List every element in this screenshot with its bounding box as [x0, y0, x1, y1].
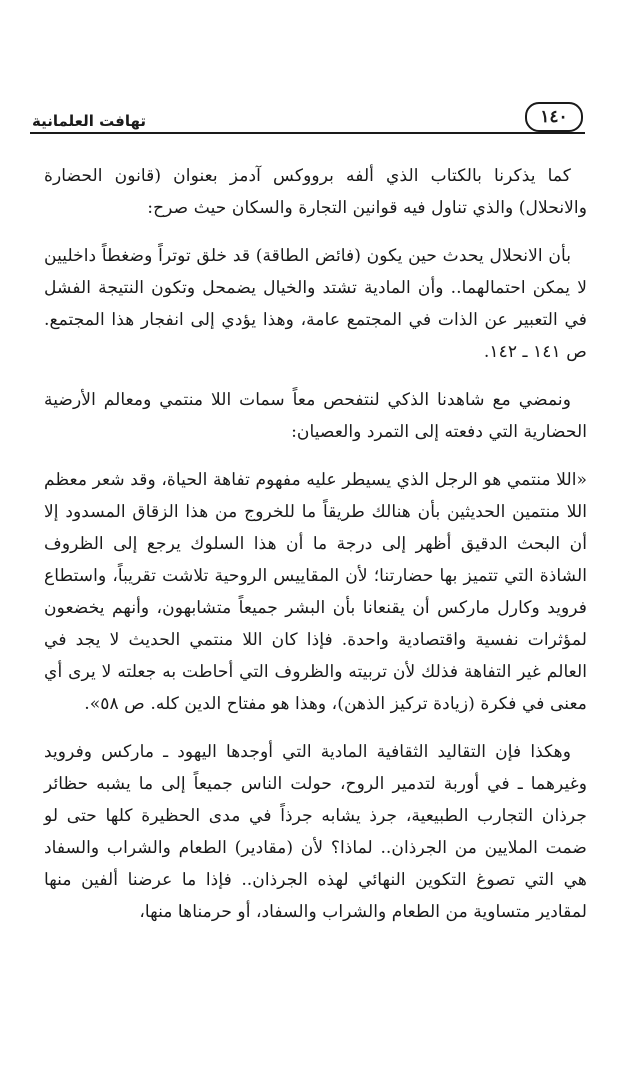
- page-number-badge: ١٤٠: [525, 102, 583, 132]
- running-title: تهافت العلمانية: [32, 112, 146, 130]
- paragraph-2: بأن الانحلال يحدث حين يكون (فائض الطاقة) قد خلق توتراً وضغطاً داخليين لا يمكن احتمالهما.. وأن المادية تشتد والخيال يضمحل وتكون النتيجة الفشل في التعبير عن الذات في المجتمع عامة، وهذا يؤدي إلى انفجار هذا المجتمع. ص ١٤١ ـ ١٤٢.: [44, 246, 587, 362]
- paragraph-3: ونمضي مع شاهدنا الذكي لنتفحص معاً سمات اللا منتمي ومعالم الأرضية الحضارية التي دفعته إلى التمرد والعصيان:: [44, 390, 587, 442]
- quote-paragraph: «اللا منتمي هو الرجل الذي يسيطر عليه مفهوم تفاهة الحياة، وقد شعر معظم اللا منتمين الحديثين بأن هنالك طريقاً ما للخروج من هذا الزقاق المسدود إلا أن البحث الدقيق أظهر إلى درجة ما أن هذا السلوك يرجع إلى الظروف الشاذة التي تتميز بها حضارتنا؛ لأن المقاييس الروحية تلاشت تقريباً، واستطاع فرويد وكارل ماركس أن يقنعانا بأن البشر جميعاً متشابهون، وأنهم يخضعون لمؤثرات نفسية واقتصادية واحدة. فإذا كان اللا منتمي الحديث لا يجد في العالم غير التفاهة فذلك لأن تربيته والظروف التي أحاطت به جعلته لا يرى أي معنى في فكرة (زيادة تركيز الذهن)، وهذا هو مفتاح الدين كله. ص ٥٨».: [44, 470, 587, 714]
- paragraph-1: كما يذكرنا بالكتاب الذي ألفه برووكس آدمز بعنوان (قانون الحضارة والانحلال) والذي تناول فيه قوانين التجارة والسكان حيث صرح:: [44, 166, 587, 218]
- header-rule: [30, 132, 585, 134]
- page-header: [30, 100, 585, 140]
- paragraph-5: وهكذا فإن التقاليد الثقافية المادية التي أوجدها اليهود ـ ماركس وفرويد وغيرهما ـ في أوربة لتدمير الروح، حولت الناس جميعاً إلى ما يشبه حظائر جرذان التجارب الطبيعية، جرذ يشابه جرذاً في مدى الحظيرة كلها حتى لو ضمت الملايين من الجرذان.. لماذا؟ لأن (مقادير) الطعام والشراب والسفاد هي التي تصوغ التكوين النهائي لهذه الجرذان.. فإذا ما عرضنا ألفين منها لمقادير متساوية من الطعام والشراب والسفاد، أو حرمناها منها،: [44, 742, 587, 922]
- body-text: [44, 160, 587, 944]
